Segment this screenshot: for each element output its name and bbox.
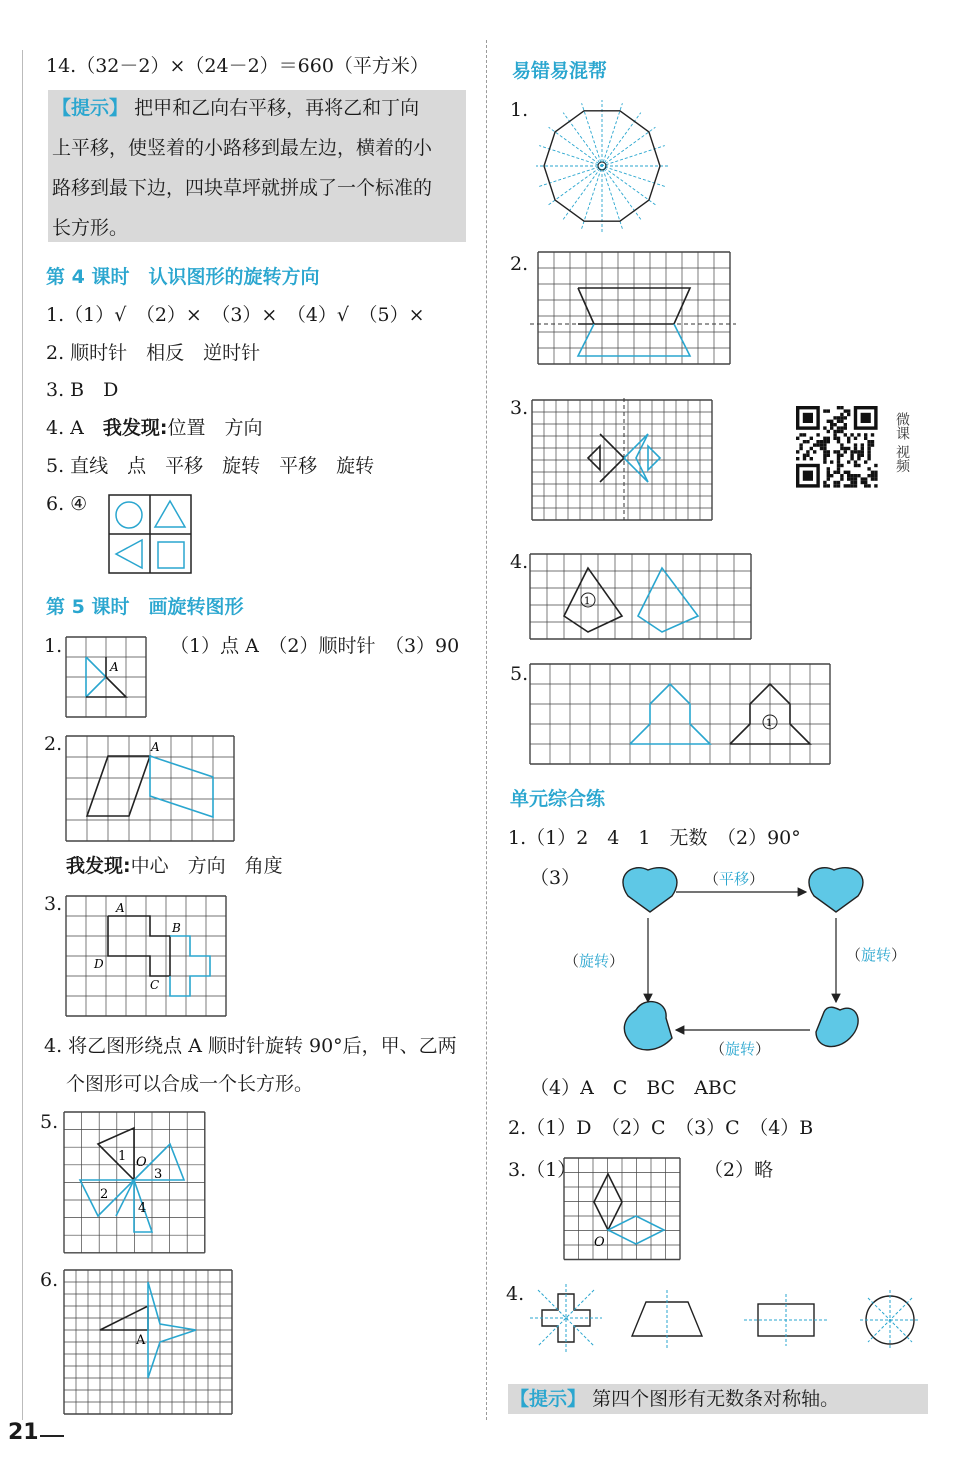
column-divider: [486, 40, 487, 1420]
triangle-left-shape: [116, 540, 142, 568]
unit-q1: 1.（1）2 4 1 无数 （2）90°: [508, 827, 801, 849]
discover-answer: 中心 方向 角度: [130, 855, 283, 877]
circle-shape: [116, 502, 142, 528]
heart-shape-bottom-right: [816, 1007, 858, 1046]
unit-q3-2: （2）略: [704, 1159, 774, 1181]
lesson5-q6-num: 6.: [40, 1269, 59, 1291]
lesson5-q1-grid: [66, 637, 150, 719]
qr-code-icon[interactable]: [796, 406, 878, 488]
point-d-label: D: [94, 957, 104, 971]
cross-shape: [530, 1284, 602, 1352]
heart-shape-bottom-left: [624, 1002, 672, 1050]
point-o-label: O: [136, 1155, 147, 1170]
page-number-rule: [40, 1435, 64, 1437]
lesson4-q6: 6. ④: [46, 493, 88, 515]
hint-line-3: 路移到最下边，四块草坪就拼成了一个标准的: [52, 177, 433, 199]
region-2-label: 2: [100, 1187, 109, 1202]
op-rotate-bottom-label: 旋转: [725, 1040, 756, 1058]
unit-q3-grid: [564, 1158, 684, 1262]
section-mistakes-title: 易错易混帮: [512, 60, 608, 82]
grid-lines: [564, 1158, 680, 1260]
decagon-symmetry-figure: [532, 104, 668, 232]
unit-q3-num: 3.（1）: [508, 1159, 577, 1181]
hint-line-4: 长方形。: [52, 217, 129, 239]
point-c-label: C: [150, 978, 160, 992]
q4-discover-answer: 位置 方向: [167, 417, 263, 439]
hint-line-1: 把甲和乙向右平移，再将乙和丁向: [134, 97, 420, 119]
triangle-shape: [155, 501, 185, 527]
qr-caption: 微课 视频: [894, 412, 910, 473]
lesson5-q4-line1: 4. 将乙图形绕点 A 顺时针旋转 90°后，甲、乙两: [44, 1035, 457, 1057]
answer-q14: 14.（32－2）×（24－2）＝660（平方米）: [46, 55, 429, 77]
mistakes-q4-grid: [530, 552, 792, 644]
lesson4-q1: 1.（1）√ （2）× （3）× （4）√ （5）×: [46, 304, 425, 326]
lesson5-q2-discover: [66, 854, 283, 878]
lesson5-q5-num: 5.: [40, 1111, 59, 1133]
point-o-label: O: [594, 1235, 605, 1250]
lesson5-q5-grid: [64, 1112, 206, 1252]
hint-box-1: [48, 90, 466, 242]
op-rotate-left: （旋转）: [564, 952, 625, 970]
region-1-label: 1: [584, 596, 591, 607]
unit-q4-figures: [528, 1284, 928, 1358]
lesson4-q2: 2. 顺时针 相反 逆时针: [46, 342, 261, 364]
left-margin-rule: [22, 50, 23, 1420]
hint-tag: 【提示】: [52, 97, 129, 119]
region-4-label: 4: [138, 1201, 147, 1216]
mistakes-q3-num: 3.: [510, 397, 529, 419]
unit-q2: 2.（1）D （2）C （3）C （4）B: [508, 1117, 814, 1139]
q4-answer: 4. A: [46, 417, 103, 439]
heart-shape-top-left: [623, 868, 677, 912]
lesson5-q1-num: 1.: [44, 635, 63, 657]
op-rotate-left-label: 旋转: [579, 952, 610, 970]
point-a-label: A: [116, 901, 125, 915]
heart-shape-top-right: [809, 868, 863, 912]
mistakes-q3-grid: [530, 398, 718, 520]
point-b-label: B: [172, 921, 181, 935]
trapezoid-shape: [632, 1290, 702, 1348]
lesson5-q2-grid: [66, 736, 234, 838]
mistakes-q5-num: 5.: [510, 663, 529, 685]
grid-lines: [530, 664, 830, 764]
op-rotate-bottom: （旋转）: [710, 1040, 771, 1058]
unit-q1-3: （3）: [530, 867, 581, 889]
hint-box-2: [508, 1384, 928, 1414]
mistakes-q2-grid: [530, 252, 736, 378]
region-1-label: 1: [118, 1149, 127, 1164]
point-a-label: A: [110, 660, 119, 674]
lesson5-q4-line2: 个图形可以合成一个长方形。: [66, 1073, 314, 1095]
grid-lines: [538, 252, 730, 364]
lesson4-title: 第 4 课时 认识图形的旋转方向: [46, 266, 320, 288]
lesson5-q1-answer: （1）点 A （2）顺时针 （3）90: [170, 635, 460, 657]
page-number: 21: [8, 1420, 39, 1445]
hint-text: 第四个图形有无数条对称轴。: [592, 1388, 840, 1410]
discover-label: 我发现:: [66, 855, 131, 877]
lesson4-q3: 3. B D: [46, 379, 119, 401]
mistakes-q5-grid: [530, 664, 832, 766]
mistakes-q2-num: 2.: [510, 253, 529, 275]
lesson5-q2-num: 2.: [44, 733, 63, 755]
circle-shape: [860, 1290, 920, 1350]
square-shape: [158, 542, 184, 568]
hint-line-2: 上平移，使竖着的小路移到最左边，横着的小: [52, 137, 433, 159]
lesson4-q6-figure: [108, 494, 194, 576]
unit-q1-4: （4）A C BC ABC: [530, 1077, 737, 1099]
lesson4-q4: [46, 416, 263, 440]
q4-discover-label: 我发现:: [102, 417, 168, 439]
point-a-label: A: [136, 1333, 146, 1348]
lesson4-q5: 5. 直线 点 平移 旋转 平移 旋转: [46, 455, 375, 477]
lesson5-q3-grid: [66, 896, 234, 1018]
grid-lines: [530, 554, 751, 639]
lesson5-q3-num: 3.: [44, 893, 63, 915]
op-translate-label: 平移: [719, 870, 750, 888]
region-1-label: 1: [766, 718, 773, 729]
unit-q4-num: 4.: [506, 1283, 525, 1305]
op-translate: （平移）: [704, 870, 765, 888]
point-a-label: A: [151, 740, 160, 754]
mistakes-q1-num: 1.: [510, 99, 529, 121]
op-rotate-right: （旋转）: [846, 946, 907, 964]
section-unit-title: 单元综合练: [510, 788, 606, 810]
hint-tag: 【提示】: [510, 1388, 587, 1410]
op-rotate-right-label: 旋转: [861, 946, 892, 964]
region-3-label: 3: [154, 1167, 163, 1182]
lesson5-q6-grid: [64, 1270, 236, 1414]
mistakes-q4-num: 4.: [510, 551, 529, 573]
lesson5-title: 第 5 课时 画旋转图形: [46, 596, 244, 618]
rectangle-shape: [744, 1294, 828, 1346]
